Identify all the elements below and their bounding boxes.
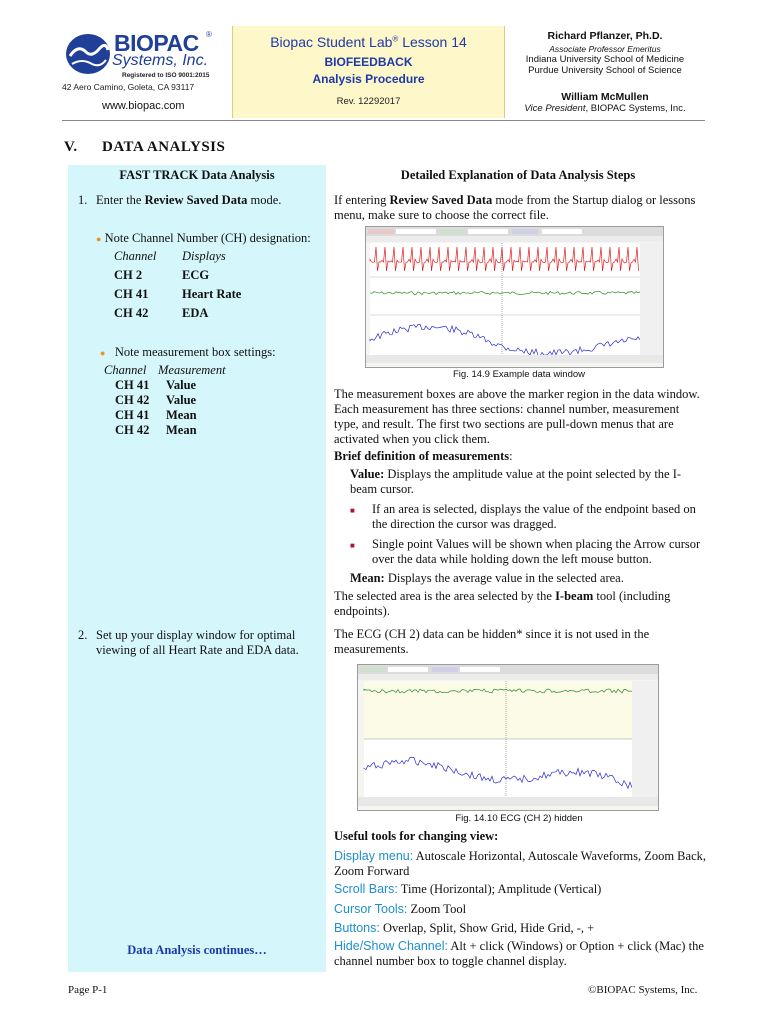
lesson-header-band bbox=[232, 26, 505, 118]
author1-affil1: Indiana University School of Medicine bbox=[525, 54, 685, 65]
step1-number: 1. bbox=[78, 193, 88, 207]
fig1-caption: Fig. 14.9 Example data window bbox=[452, 369, 586, 380]
copyright: ©BIOPAC Systems, Inc. bbox=[588, 984, 698, 996]
author1-title: Associate Professor Emeritus bbox=[549, 44, 661, 54]
measure-row-type: Value bbox=[166, 393, 197, 407]
measure-row-type: Mean bbox=[166, 423, 197, 437]
value-sub2: Single point Values will be shown when placing the Arrow cursor over the data while holding down the left mouse button. bbox=[372, 537, 701, 566]
header-divider bbox=[62, 120, 705, 121]
tool-hide-show-channel: Hide/Show Channel: Alt + click (Windows) or Option + click (Mac) the channel number box to toggle channel display. bbox=[334, 939, 704, 968]
fig-ecg-hidden-window bbox=[357, 664, 659, 811]
right1-p1: If entering Review Saved Data mode from the Startup dialog or lessons menu, make sure to choose the correct file. bbox=[334, 193, 696, 222]
iso-registration: Registered to ISO 9001:2015 bbox=[122, 72, 210, 79]
measure-ch-header: Channel bbox=[104, 363, 147, 377]
measure-row-ch: CH 41 bbox=[115, 378, 150, 392]
channel-col-header: Channel bbox=[114, 249, 157, 263]
tool-cursor-tools: Cursor Tools: Zoom Tool bbox=[334, 902, 467, 916]
step2-number: 2. bbox=[78, 628, 88, 642]
selected-area-note: The selected area is the area selected by the I-beam tool (including endpoints). bbox=[334, 589, 671, 618]
channel-row-ch: CH 42 bbox=[114, 306, 149, 320]
measure-row-ch: CH 42 bbox=[115, 393, 150, 407]
tool-scroll-bars: Scroll Bars: Time (Horizontal); Amplitude (Vertical) bbox=[334, 882, 602, 896]
sub-bullet-icon: ■ bbox=[350, 541, 355, 550]
channel-row-ch: CH 41 bbox=[114, 287, 149, 301]
measure-type-header: Measurement bbox=[158, 363, 226, 377]
measure-row-ch: CH 41 bbox=[115, 408, 150, 422]
page-number: Page P-1 bbox=[68, 984, 108, 996]
right2-p1: The ECG (CH 2) data can be hidden* since it is not used in the measurements. bbox=[334, 627, 650, 656]
tool-buttons: Buttons: Overlap, Split, Show Grid, Hide Grid, -, + bbox=[334, 921, 595, 935]
section-number: V. bbox=[64, 139, 78, 155]
step2-text: Set up your display window for optimal viewing of all Heart Rate and EDA data. bbox=[96, 628, 299, 657]
value-sub1: If an area is selected, displays the value of the endpoint based on the direction the cursor was dragged. bbox=[372, 502, 696, 531]
continues-label: Data Analysis continues… bbox=[127, 943, 267, 957]
tool-display-menu: Display menu: Autoscale Horizontal, Autoscale Waveforms, Zoom Back, Zoom Forward bbox=[334, 849, 706, 878]
channel-row-display: EDA bbox=[182, 306, 209, 320]
section-title: DATA ANALYSIS bbox=[102, 139, 226, 155]
author2-name: William McMullen bbox=[561, 91, 649, 103]
analysis-procedure-label: Analysis Procedure bbox=[312, 72, 425, 86]
mean-definition: Mean: Displays the average value in the selected area. bbox=[350, 571, 624, 585]
fast-track-heading: FAST TRACK Data Analysis bbox=[119, 168, 275, 182]
registered-mark: ® bbox=[206, 30, 212, 39]
brand-subname: Systems, Inc. bbox=[112, 52, 209, 69]
website-link[interactable]: www.biopac.com bbox=[102, 100, 185, 112]
fig2-caption: Fig. 14.10 ECG (CH 2) hidden bbox=[455, 813, 583, 824]
channel-row-display: ECG bbox=[182, 268, 210, 282]
data-window-screenshot-ecg-hidden bbox=[358, 665, 658, 810]
author-block bbox=[505, 26, 705, 118]
brief-heading: Brief definition of measurements: bbox=[334, 449, 513, 463]
measure-row-type: Value bbox=[166, 378, 197, 392]
author2-title: Vice President, BIOPAC Systems, Inc. bbox=[524, 103, 686, 114]
value-definition: Value: Displays the amplitude value at the point selected by the I-beam cursor. bbox=[350, 467, 682, 496]
channel-row-ch: CH 2 bbox=[114, 268, 143, 282]
bullet-measurement-note: ● Note measurement box settings: bbox=[100, 345, 276, 359]
right1-p2: The measurement boxes are above the marker region in the data window. Each measurement has three sections: channel number, measurement type, and result. The first two sections are pull-down menus that are activated when you click them. bbox=[334, 387, 700, 446]
fig-example-data-window bbox=[365, 226, 664, 368]
measure-row-type: Mean bbox=[166, 408, 197, 422]
revision-label: Rev. 12292017 bbox=[336, 96, 401, 107]
lesson-subtitle: BIOFEEDBACK bbox=[324, 55, 413, 69]
detailed-heading: Detailed Explanation of Data Analysis Steps bbox=[400, 168, 636, 182]
tools-heading: Useful tools for changing view: bbox=[334, 829, 499, 843]
brand-name: BIOPAC bbox=[114, 30, 199, 56]
data-window-screenshot bbox=[366, 227, 663, 367]
sub-bullet-icon: ■ bbox=[350, 506, 355, 515]
author1-name: Richard Pflanzer, Ph.D. bbox=[547, 30, 663, 42]
measure-row-ch: CH 42 bbox=[115, 423, 150, 437]
step1-text: Enter the Review Saved Data mode. bbox=[96, 193, 282, 207]
bullet-channel-note: ● Note Channel Number (CH) designation: bbox=[96, 231, 311, 245]
lesson-title: Biopac Student Lab® Lesson 14 bbox=[270, 34, 467, 50]
displays-col-header: Displays bbox=[182, 249, 226, 263]
address: 42 Aero Camino, Goleta, CA 93117 bbox=[62, 82, 195, 92]
biopac-logo bbox=[62, 26, 230, 118]
author1-affil2: Purdue University School of Science bbox=[528, 65, 682, 76]
channel-row-display: Heart Rate bbox=[182, 287, 242, 301]
